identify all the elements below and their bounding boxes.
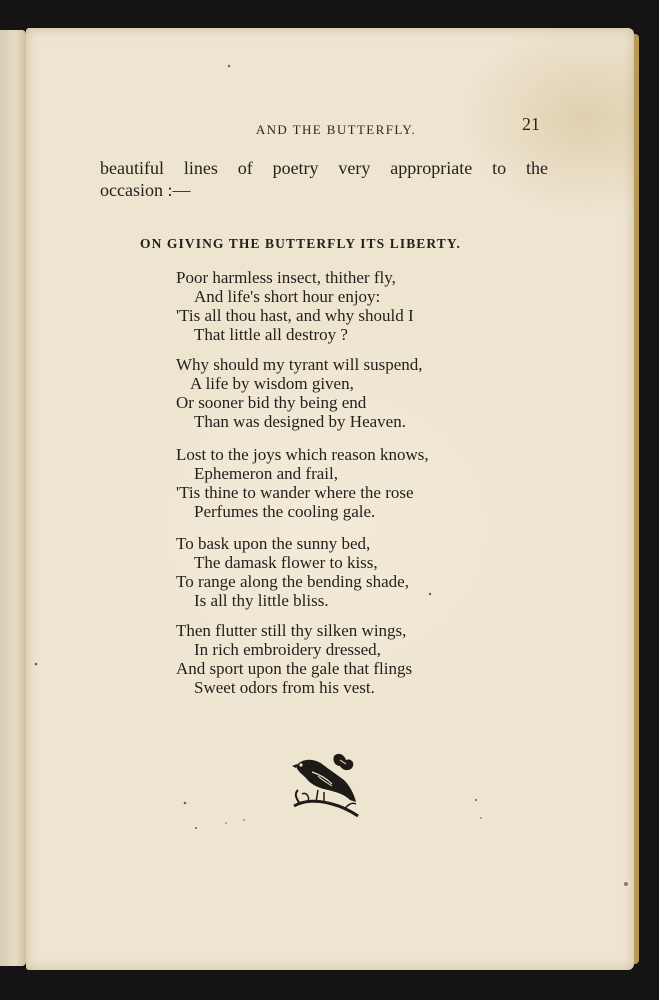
poem-line: Is all thy little bliss. bbox=[194, 591, 329, 610]
poem-line: In rich embroidery dressed, bbox=[194, 640, 381, 659]
intro-word: of bbox=[237, 158, 253, 178]
stanza-3 bbox=[176, 445, 516, 521]
intro-word: the bbox=[525, 158, 548, 178]
poem-title: ON GIVING THE BUTTERFLY ITS LIBERTY. bbox=[140, 236, 461, 251]
poem-line: Poor harmless insect, thither fly, bbox=[176, 268, 396, 287]
poem-line: Lost to the joys which reason knows, bbox=[176, 445, 429, 464]
page-edge-gilt bbox=[634, 34, 639, 964]
stanza-1 bbox=[176, 268, 516, 344]
poem-line: 'Tis thine to wander where the rose bbox=[176, 483, 414, 502]
facing-page-edge bbox=[0, 30, 26, 966]
page-number: 21 bbox=[522, 114, 540, 134]
intro-word: to bbox=[492, 158, 507, 178]
poem-line: Or sooner bid thy being end bbox=[176, 393, 367, 412]
poem-line: To bask upon the sunny bed, bbox=[176, 534, 371, 553]
intro-word: appropriate bbox=[390, 158, 473, 178]
poem-line: And sport upon the gale that flings bbox=[176, 659, 413, 678]
stanza-2 bbox=[176, 355, 516, 431]
intro-word: beautiful bbox=[100, 158, 164, 178]
intro-line-2: occasion :— bbox=[100, 180, 191, 200]
poem-line: To range along the bending shade, bbox=[176, 572, 409, 591]
stanza-5 bbox=[176, 621, 516, 697]
poem-line: That little all destroy ? bbox=[194, 325, 348, 344]
poem-line: Ephemeron and frail, bbox=[194, 464, 338, 483]
poem-line: Perfumes the cooling gale. bbox=[194, 502, 376, 521]
poem-line: Sweet odors from his vest. bbox=[194, 678, 375, 697]
poem-line: 'Tis all thou hast, and why should I bbox=[176, 306, 414, 325]
intro-word: poetry bbox=[272, 158, 319, 178]
stanza-4 bbox=[176, 534, 516, 610]
intro-word: lines bbox=[183, 158, 218, 178]
poem-line: And life's short hour enjoy: bbox=[194, 287, 381, 306]
poem-line: A life by wisdom given, bbox=[190, 374, 354, 393]
intro-word: very bbox=[338, 158, 371, 178]
poem-line: Then flutter still thy silken wings, bbox=[176, 621, 407, 640]
bird-on-branch-icon bbox=[288, 750, 362, 820]
poem-line: The damask flower to kiss, bbox=[194, 553, 378, 572]
book-page bbox=[26, 28, 634, 970]
intro-paragraph bbox=[100, 157, 548, 201]
intro-line-1 bbox=[100, 157, 548, 179]
poem-line: Why should my tyrant will suspend, bbox=[176, 355, 423, 374]
running-head: AND THE BUTTERFLY. bbox=[255, 122, 417, 137]
poem-line: Than was designed by Heaven. bbox=[194, 412, 406, 431]
